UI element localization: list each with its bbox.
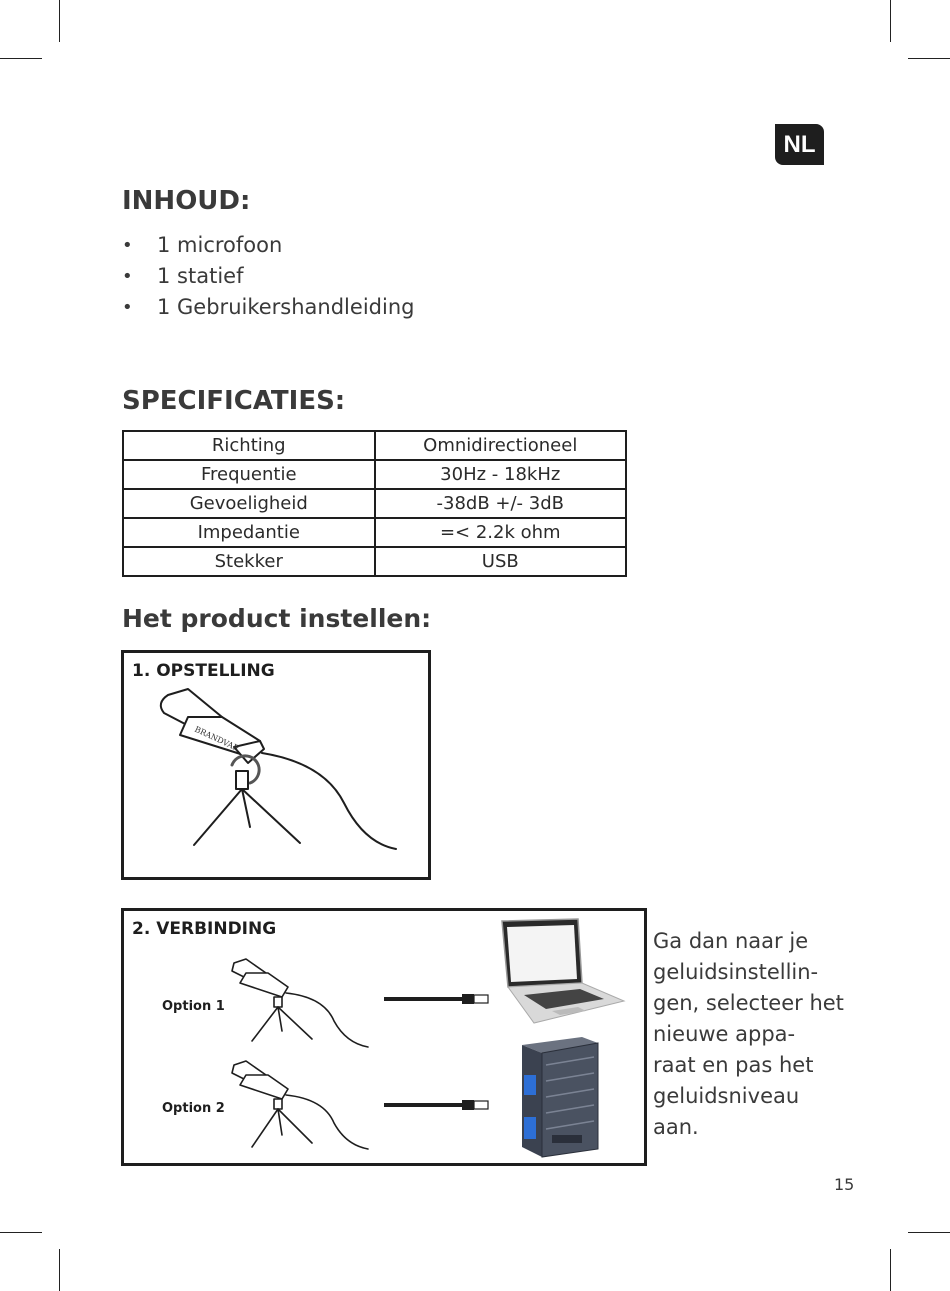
usb-cable-icon bbox=[384, 1097, 494, 1113]
option-1-label: Option 1 bbox=[162, 999, 225, 1014]
spec-value: =< 2.2k ohm bbox=[375, 518, 627, 547]
table-row bbox=[123, 460, 626, 489]
svg-text:BRANDVAR: BRANDVAR bbox=[193, 724, 241, 754]
spec-label: Stekker bbox=[123, 547, 375, 576]
spec-value: USB bbox=[375, 547, 627, 576]
page-number: 15 bbox=[834, 1175, 855, 1194]
list-item: • 1 statief bbox=[122, 263, 414, 294]
specs-table bbox=[122, 430, 627, 577]
spec-label: Impedantie bbox=[123, 518, 375, 547]
table-row bbox=[123, 547, 626, 576]
language-badge: NL bbox=[775, 124, 824, 165]
microphone-on-tripod-illustration bbox=[124, 653, 434, 883]
instruction-line: gen, selecteer het bbox=[653, 991, 844, 1015]
spec-label: Gevoeligheid bbox=[123, 489, 375, 518]
instruction-line: nieuwe appa- bbox=[653, 1022, 796, 1046]
step-2-title: 2. VERBINDING bbox=[132, 919, 277, 939]
instruction-line: aan. bbox=[653, 1115, 699, 1139]
crop-mark bbox=[0, 1232, 42, 1233]
spec-value: 30Hz - 18kHz bbox=[375, 460, 627, 489]
step-1-title: 1. OPSTELLING bbox=[132, 661, 275, 681]
setup-heading: Het product instellen: bbox=[122, 604, 432, 633]
spec-label: Richting bbox=[123, 431, 375, 460]
laptop-icon bbox=[494, 919, 626, 1027]
crop-mark bbox=[59, 1249, 60, 1291]
crop-mark bbox=[0, 58, 42, 59]
instruction-line: raat en pas het bbox=[653, 1053, 814, 1077]
contents-heading: INHOUD: bbox=[122, 186, 251, 216]
setup-step-2-box bbox=[121, 908, 647, 1166]
spec-value: -38dB +/- 3dB bbox=[375, 489, 627, 518]
crop-mark bbox=[890, 1249, 891, 1291]
crop-mark bbox=[59, 0, 60, 42]
specs-heading: SPECIFICATIES: bbox=[122, 386, 346, 416]
usb-cable-icon bbox=[384, 991, 494, 1007]
table-row bbox=[123, 518, 626, 547]
desktop-computer-icon bbox=[512, 1035, 602, 1159]
crop-mark bbox=[890, 0, 891, 42]
list-item: • 1 Gebruikershandleiding bbox=[122, 294, 414, 325]
instruction-line: Ga dan naar je bbox=[653, 929, 809, 953]
microphone-option-2-illustration bbox=[224, 1055, 374, 1155]
contents-list bbox=[122, 232, 414, 325]
crop-mark bbox=[908, 58, 950, 59]
setup-step-1-box bbox=[121, 650, 431, 880]
spec-label: Frequentie bbox=[123, 460, 375, 489]
microphone-option-1-illustration bbox=[224, 951, 374, 1051]
table-row bbox=[123, 489, 626, 518]
spec-value: Omnidirectioneel bbox=[375, 431, 627, 460]
option-2-label: Option 2 bbox=[162, 1101, 225, 1116]
crop-mark bbox=[908, 1232, 950, 1233]
instruction-line: geluidsniveau bbox=[653, 1084, 800, 1108]
table-row bbox=[123, 431, 626, 460]
setup-instructions bbox=[653, 926, 863, 1143]
instruction-line: geluidsinstellin- bbox=[653, 960, 819, 984]
list-item: • 1 microfoon bbox=[122, 232, 414, 263]
